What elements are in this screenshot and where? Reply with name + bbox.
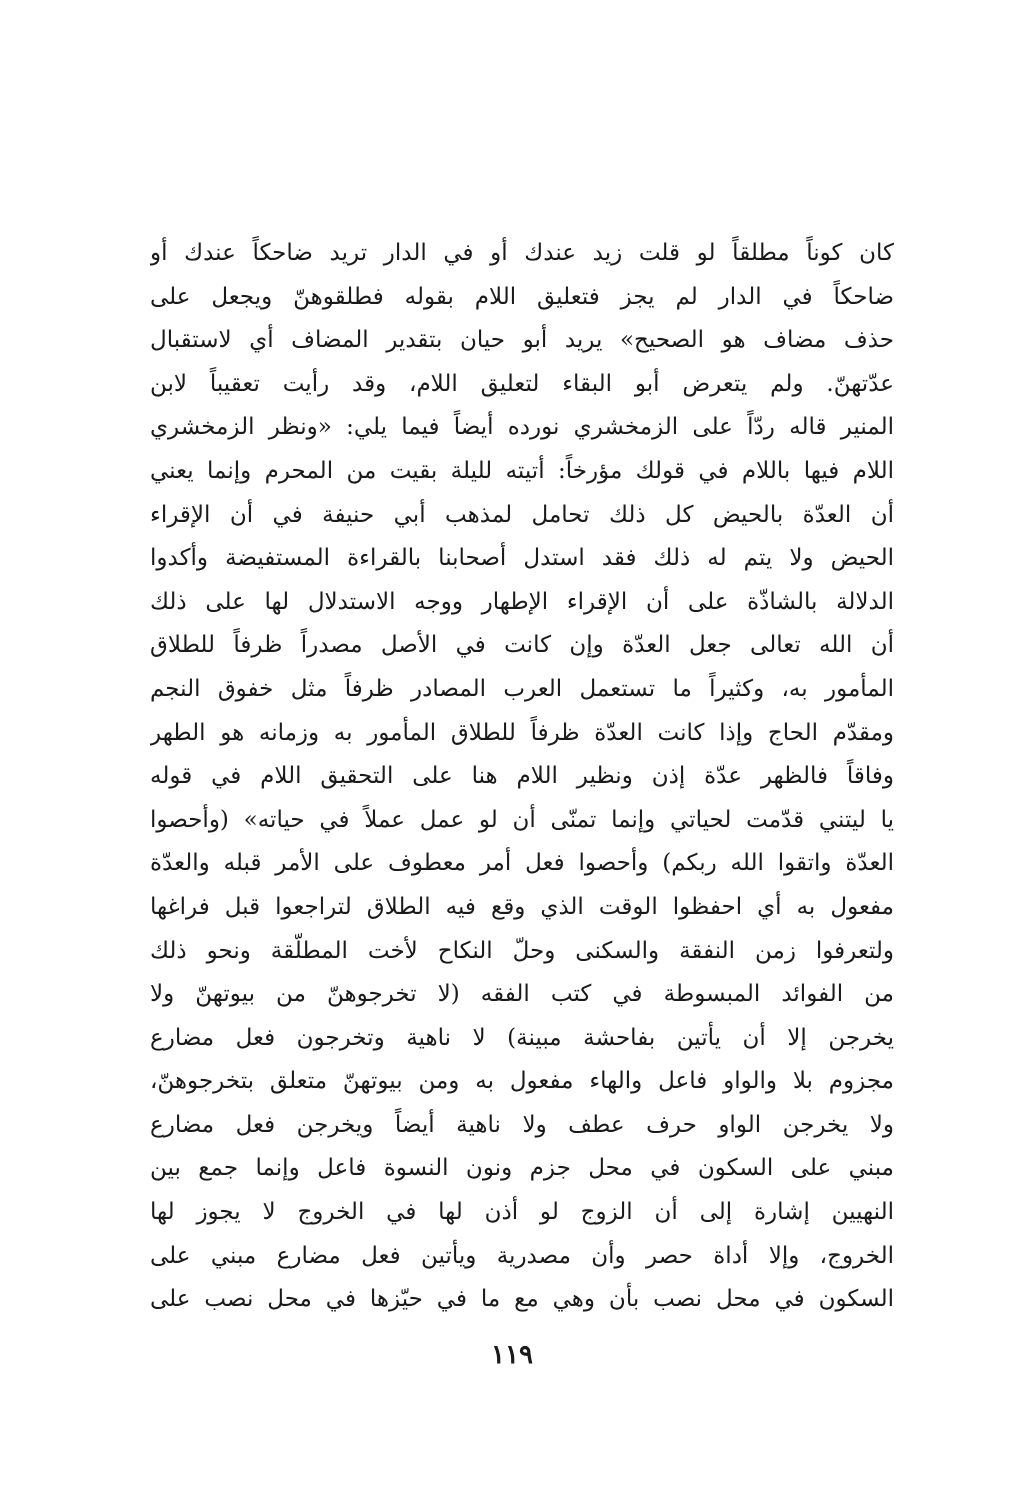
body-text xyxy=(150,232,894,1322)
text-line: يا ليتني قدّمت لحياتي وإنما تمنّى أن لو عمل عملاً في حياته» (وأحصوا xyxy=(150,806,894,833)
text-line: السكون في محل نصب بأن وهي مع ما في حيّزها في محل نصب على xyxy=(150,1286,894,1313)
text-line: الدلالة بالشاذّة على أن الإقراء الإطهار ووجه الاستدلال لها على ذلك xyxy=(150,588,894,615)
text-line: الخروج، وإلا أداة حصر وأن مصدرية ويأتين فعل مضارع مبني على xyxy=(150,1242,894,1269)
text-line: يخرجن إلا أن يأتين بفاحشة مبينة) لا ناهية وتخرجون فعل مضارع xyxy=(150,1024,894,1051)
text-line: أن الله تعالى جعل العدّة وإن كانت في الأصل مصدراً ظرفاً للطلاق xyxy=(150,632,894,659)
text-line: ولا يخرجن الواو حرف عطف ولا ناهية أيضاً ويخرجن فعل مضارع xyxy=(150,1111,894,1138)
text-line: ولتعرفوا زمن النفقة والسكنى وحلّ النكاح لأخت المطلّقة ونحو ذلك xyxy=(150,937,894,964)
text-line: الحيض ولا يتم له ذلك فقد استدل أصحابنا بالقراءة المستفيضة وأكدوا xyxy=(150,545,894,572)
text-line: كان كوناً مطلقاً لو قلت زيد عندك أو في الدار تريد ضاحكاً عندك أو xyxy=(150,240,894,266)
text-line: حذف مضاف هو الصحيح» يريد أبو حيان بتقدير المضاف أي لاستقبال xyxy=(150,327,894,354)
text-line: من الفوائد المبسوطة في كتب الفقه (لا تخرجوهنّ من بيوتهنّ ولا xyxy=(150,981,894,1008)
text-line: مفعول به أي احفظوا الوقت الذي وقع فيه الطلاق لتراجعوا قبل فراغها xyxy=(150,893,894,920)
text-line: مجزوم بلا والواو فاعل والهاء مفعول به ومن بيوتهنّ متعلق بتخرجوهنّ، xyxy=(150,1068,894,1095)
text-line: العدّة واتقوا الله ربكم) وأحصوا فعل أمر معطوف على الأمر قبله والعدّة xyxy=(150,850,894,877)
text-line: اللام فيها باللام في قولك مؤرخاً: أتيته لليلة بقيت من المحرم وإنما يعني xyxy=(150,457,894,484)
text-line: مبني على السكون في محل جزم ونون النسوة فاعل وإنما جمع بين xyxy=(150,1155,894,1182)
text-line: النهيين إشارة إلى أن الزوج لو أذن لها في الخروج لا يجوز لها xyxy=(150,1199,894,1226)
text-line: وفاقاً فالظهر عدّة إذن ونظير اللام هنا على التحقيق اللام في قوله xyxy=(150,763,894,790)
page-number: ١١٩ xyxy=(491,1340,533,1370)
text-line: عدّتهنّ. ولم يتعرض أبو البقاء لتعليق اللام، وقد رأيت تعقيباً لابن xyxy=(150,370,894,397)
text-line: ضاحكاً في الدار لم يجز فتعليق اللام بقوله فطلقوهنّ ويجعل على xyxy=(150,283,894,310)
text-line: المنير قاله ردّاً على الزمخشري نورده أيضاً فيما يلي: «ونظر الزمخشري xyxy=(150,414,894,441)
text-line: أن العدّة بالحيض كل ذلك تحامل لمذهب أبي حنيفة في أن الإقراء xyxy=(150,501,894,528)
text-line: المأمور به، وكثيراً ما تستعمل العرب المصادر ظرفاً مثل خفوق النجم xyxy=(150,675,894,702)
text-line: ومقدّم الحاج وإذا كانت العدّة ظرفاً للطلاق المأمور به وزمانه هو الطهر xyxy=(150,719,894,746)
